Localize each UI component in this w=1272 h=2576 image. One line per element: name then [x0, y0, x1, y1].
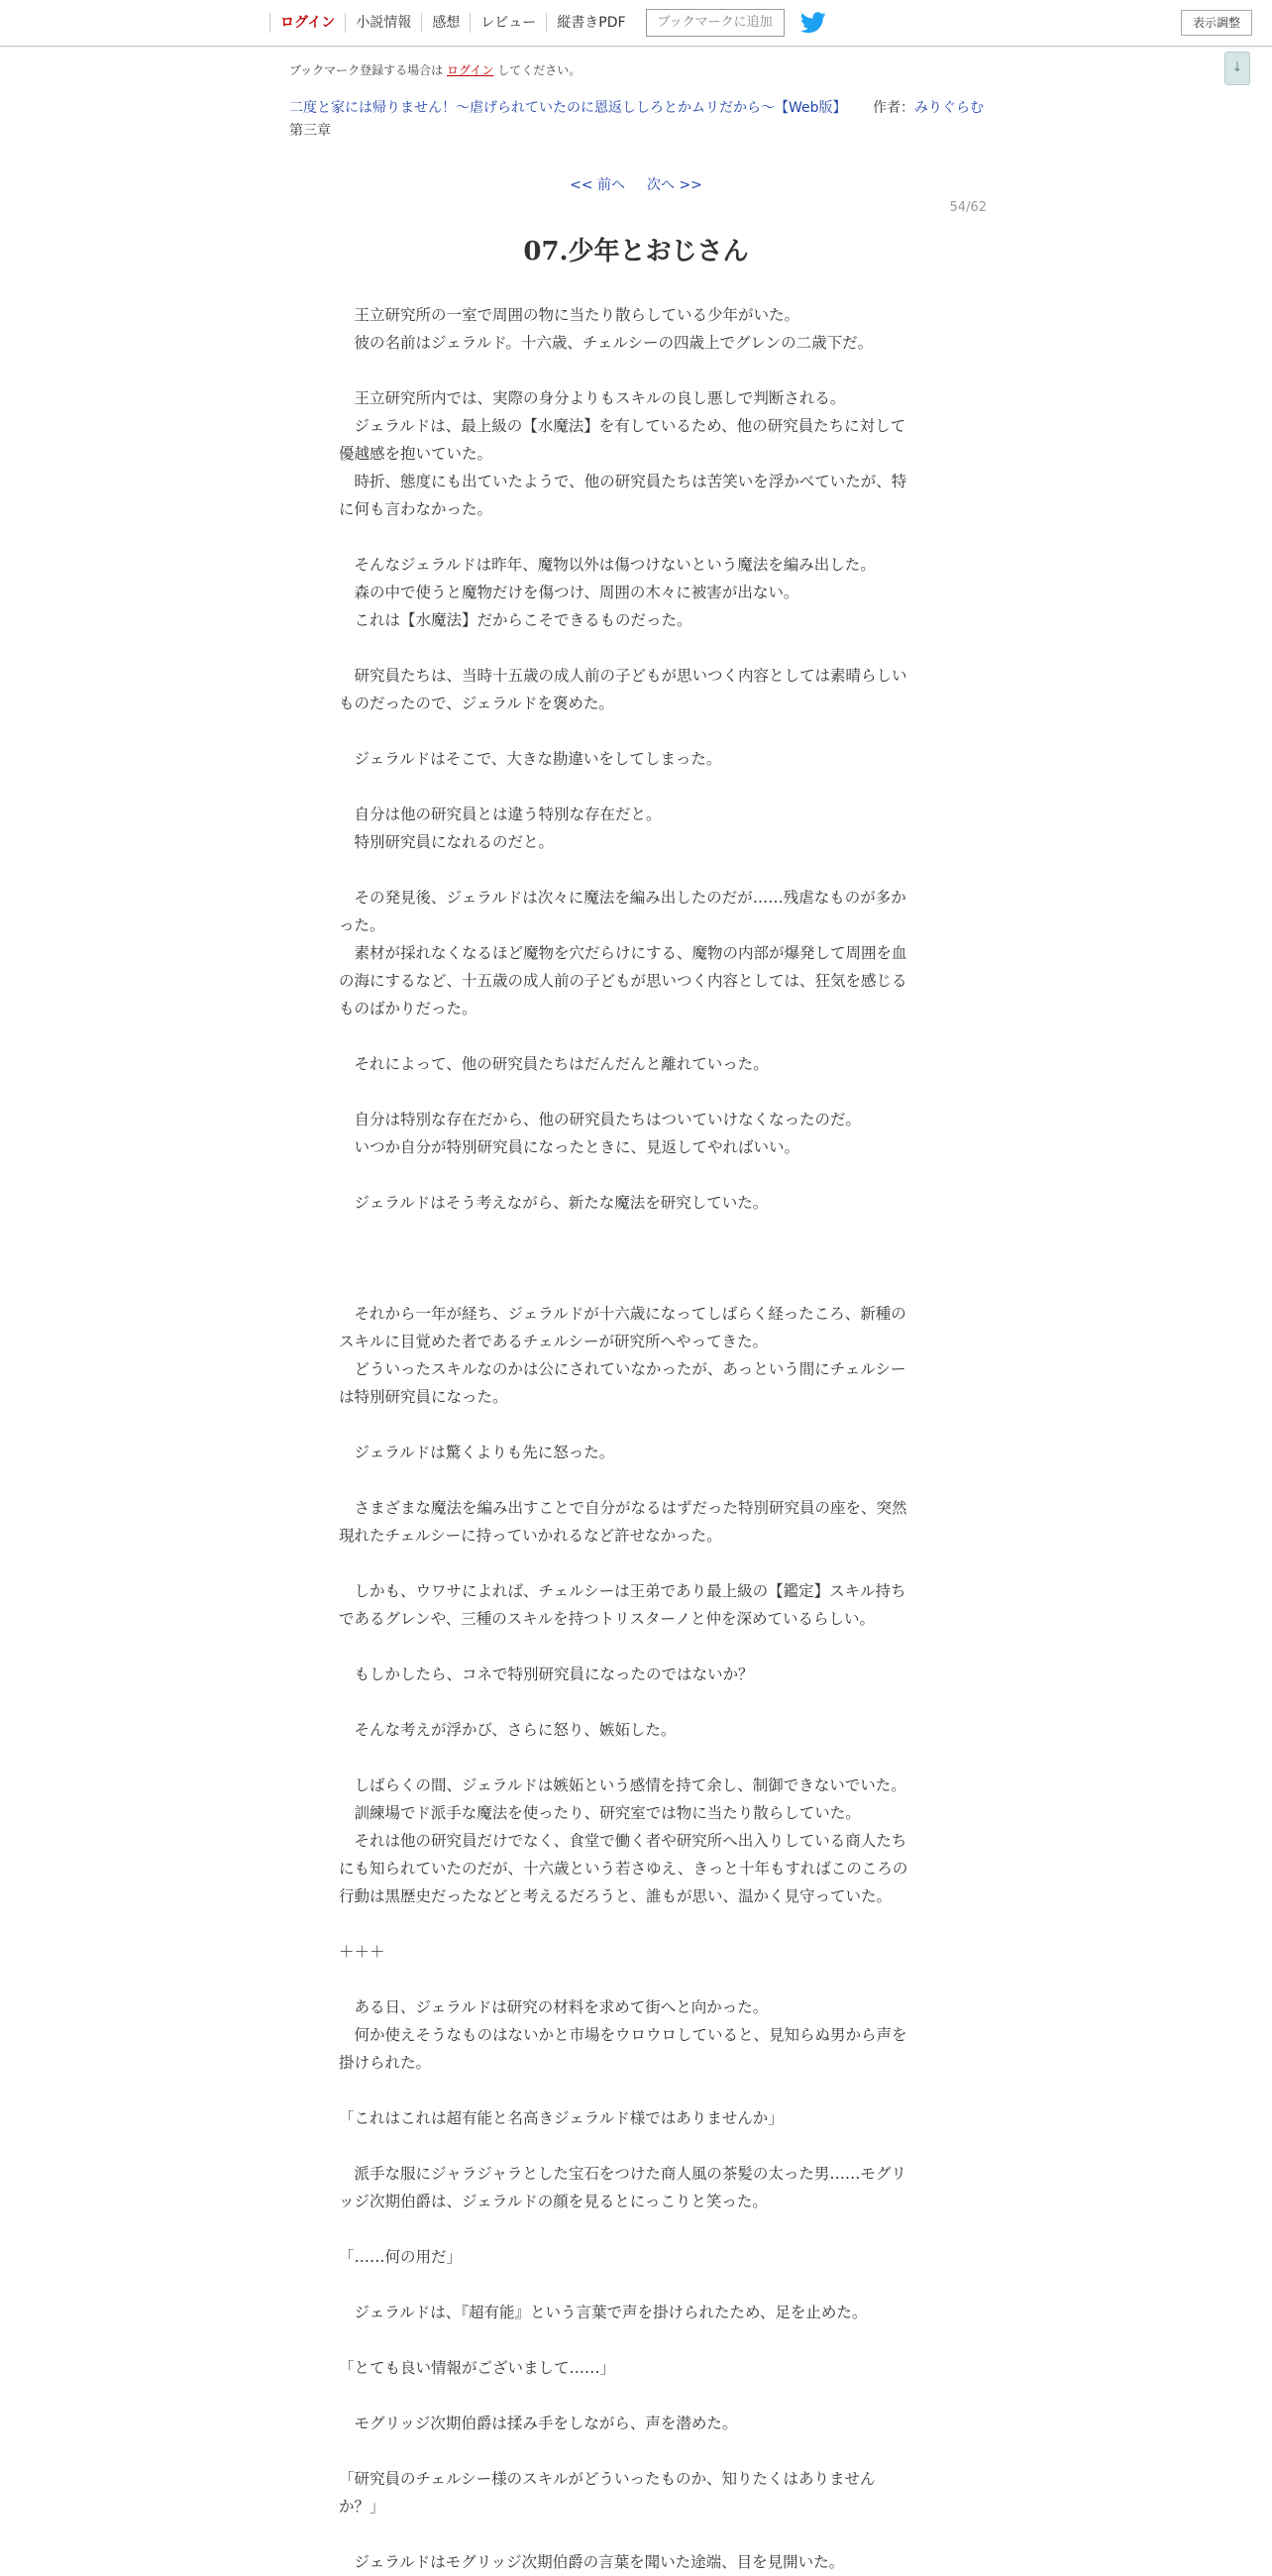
body-line [339, 2132, 933, 2160]
body-line: いつか自分が特別研究員になったときに、見返してやればいい。 [339, 1138, 800, 1156]
body-line [339, 2326, 933, 2354]
body-line [339, 2271, 933, 2299]
body-line: か？」 [339, 2498, 385, 2516]
nav-login-link[interactable]: ログイン [269, 13, 345, 33]
body-line: 訓練場でド派手な魔法を使ったり、研究室では物に当たり散らしていた。 [339, 1804, 861, 1822]
body-line [339, 1688, 933, 1716]
body-line: 自分は特別な存在だから、他の研究員たちはついていけなくなったのだ。 [339, 1111, 862, 1128]
body-line: それは他の研究員だけでなく、食堂で働く者や研究所へ出入りしている商人たち [339, 1832, 907, 1850]
body-line [339, 1244, 933, 1272]
body-line [339, 1633, 933, 1661]
nav-menu [269, 0, 826, 46]
body-line: 「研究員のチェルシー様のスキルがどういったものか、知りたくはありません [339, 2470, 876, 2488]
body-line: ある日、ジェラルドは研究の材料を求めて街へと向かった。 [339, 1998, 769, 2016]
body-line [339, 523, 933, 551]
episode-pager [0, 174, 1272, 194]
body-line: 「……何の用だ」 [339, 2248, 463, 2266]
body-line [339, 2437, 933, 2465]
body-line [339, 2215, 933, 2243]
body-line: 森の中で使うと魔物だけを傷つけ、周囲の木々に被害が出ない。 [339, 584, 799, 601]
body-line [339, 773, 933, 801]
body-line: に何も言わなかった。 [339, 500, 493, 518]
body-line: しかも、ウワサによれば、チェルシーは王弟であり最上級の【鑑定】スキル持ち [339, 1582, 906, 1600]
body-line [339, 634, 933, 662]
body-line: の海にするなど、十五歳の成人前の子どもが思いつく内容としては、狂気を感じる [339, 972, 907, 990]
body-line: 「これはこれは超有能と名高きジェラルド様ではありませんか」 [339, 2109, 784, 2127]
body-line: 特別研究員になれるのだと。 [339, 833, 555, 851]
body-line [339, 1466, 933, 1494]
body-line [339, 856, 933, 884]
body-line: スキルに目覚めた者であるチェルシーが研究所へやってきた。 [339, 1333, 768, 1350]
body-line: ッジ次期伯爵は、ジェラルドの顔を見るとにっこりと笑った。 [339, 2193, 768, 2210]
novel-title-line [289, 97, 984, 117]
body-line: 王立研究所内では、実際の身分よりもスキルの良し悪しで判断される。 [339, 389, 846, 407]
body-line: 自分は他の研究員とは違う特別な存在だと。 [339, 805, 662, 823]
body-line: にも知られていたのだが、十六歳という若さゆえ、きっと十年もすればこのころの [339, 1860, 908, 1878]
novel-title-link[interactable]: 二度と家には帰りません！～虐げられていたのに恩返ししろとかムリだから～【Web版】 [289, 100, 847, 116]
body-line: ジェラルドはモグリッジ次期伯爵の言葉を聞いた途端、目を見開いた。 [339, 2553, 845, 2571]
episode-count: 54/62 [949, 200, 987, 215]
body-line: ものばかりだった。 [339, 1000, 477, 1018]
body-line: った。 [339, 916, 385, 934]
body-line: ジェラルドは驚くよりも先に怒った。 [339, 1444, 615, 1461]
nav-pdf-link[interactable]: 縦書きPDF [546, 13, 635, 33]
prev-episode-link[interactable]: << 前へ [570, 177, 625, 193]
bookmark-note-login-link[interactable]: ログイン [447, 63, 494, 77]
body-line: 素材が採れなくなるほど魔物を穴だらけにする、魔物の内部が爆発して周囲を血 [339, 944, 907, 962]
body-line: 行動は黒歴史だったなどと考えるだろうと、誰もが思い、温かく見守っていた。 [339, 1887, 893, 1905]
body-line: モグリッジ次期伯爵は揉み手をしながら、声を潜めた。 [339, 2415, 738, 2432]
body-line [339, 1744, 933, 1771]
author-label: 作者： [872, 100, 914, 116]
chapter-title: 第三章 [289, 123, 331, 139]
body-line: ものだったので、ジェラルドを褒めた。 [339, 695, 614, 712]
nav-review-link[interactable]: レビュー [470, 13, 546, 33]
body-line [339, 717, 933, 745]
body-line: 「とても良い情報がございまして……」 [339, 2359, 616, 2377]
next-episode-link[interactable]: 次へ >> [647, 177, 702, 193]
twitter-bird-icon[interactable] [800, 12, 826, 34]
body-line: どういったスキルなのかは公にされていなかったが、あっという間にチェルシー [339, 1360, 906, 1378]
body-line: 掛けられた。 [339, 2054, 432, 2072]
top-nav-bar [0, 0, 1272, 47]
body-line: ジェラルドは、最上級の【水魔法】を有しているため、他の研究員たちに対して [339, 417, 906, 435]
author-name-link[interactable]: みりぐらむ [913, 100, 984, 116]
nav-impressions-link[interactable]: 感想 [421, 13, 470, 33]
body-line [339, 1078, 933, 1106]
body-line: 何か使えそうなものはないかと市場をウロウロしていると、見知らぬ男から声を [339, 2026, 907, 2044]
body-line [339, 1550, 933, 1577]
body-line: さまざまな魔法を編み出すことで自分がなるはずだった特別研究員の座を、突然 [339, 1499, 907, 1517]
body-line: 優越感を抱いていた。 [339, 445, 493, 463]
body-line: その発見後、ジェラルドは次々に魔法を編み出したのだが……残虐なものが多か [339, 889, 906, 907]
body-line [339, 1217, 933, 1244]
body-line: 現れたチェルシーに持っていかれるなど許せなかった。 [339, 1527, 722, 1545]
body-line: であるグレンや、三種のスキルを持つトリスターノと仲を深めているらしい。 [339, 1610, 876, 1628]
body-line [339, 1161, 933, 1189]
body-line [339, 2077, 933, 2104]
body-line: ＋＋＋ [339, 1943, 385, 1961]
body-line [339, 357, 933, 384]
body-line [339, 2382, 933, 2410]
nav-novel-info-link[interactable]: 小説情報 [345, 13, 421, 33]
bookmark-login-note [289, 61, 581, 78]
body-line: 派手な服にジャラジャラとした宝石をつけた商人風の茶髪の太った男……モグリ [339, 2165, 906, 2183]
body-line: それによって、他の研究員たちはだんだんと離れていった。 [339, 1055, 769, 1073]
body-line: 彼の名前はジェラルド。十六歳、チェルシーの四歳上でグレンの二歳下だ。 [339, 334, 874, 352]
body-line [339, 1272, 933, 1300]
bookmark-note-pre: ブックマーク登録する場合は [289, 63, 444, 77]
body-line: ジェラルドはそう考えながら、新たな魔法を研究していた。 [339, 1194, 769, 1212]
body-line: 研究員たちは、当時十五歳の成人前の子どもが思いつく内容としては素晴らしい [339, 667, 907, 685]
scroll-down-button[interactable] [1224, 52, 1250, 85]
bookmark-note-post: してください。 [497, 63, 582, 77]
body-line: それから一年が経ち、ジェラルドが十六歳になってしばらく経ったころ、新種の [339, 1305, 906, 1323]
body-line: 時折、態度にも出ていたようで、他の研究員たちは苦笑いを浮かべていたが、特 [339, 473, 907, 490]
display-settings-button[interactable]: 表示調整 [1181, 10, 1252, 36]
body-line: ジェラルドはそこで、大きな勘違いをしてしまった。 [339, 750, 722, 768]
body-line: ジェラルドは、『超有能』という言葉で声を掛けられたため、足を止めた。 [339, 2304, 868, 2321]
episode-body-text [339, 301, 933, 2576]
body-line: そんなジェラルドは昨年、魔物以外は傷つけないという魔法を編み出した。 [339, 556, 876, 574]
body-line: は特別研究員になった。 [339, 1388, 508, 1406]
arrow-down-icon: ↓ [1231, 60, 1243, 75]
bookmark-add-button[interactable]: ブックマークに追加 [646, 9, 785, 37]
body-line: これは【水魔法】だからこそできるものだった。 [339, 611, 692, 629]
body-line [339, 1966, 933, 1993]
episode-title: 07.少年とおじさん [523, 237, 749, 267]
body-line: そんな考えが浮かび、さらに怒り、嫉妬した。 [339, 1721, 677, 1739]
body-line [339, 1022, 933, 1050]
body-line: もしかしたら、コネで特別研究員になったのではないか？ [339, 1665, 754, 1683]
body-line [339, 1910, 933, 1938]
body-line: しばらくの間、ジェラルドは嫉妬という感情を持て余し、制御できないでいた。 [339, 1776, 906, 1794]
body-line [339, 1411, 933, 1439]
body-line: 王立研究所の一室で周囲の物に当たり散らしている少年がいた。 [339, 306, 800, 324]
